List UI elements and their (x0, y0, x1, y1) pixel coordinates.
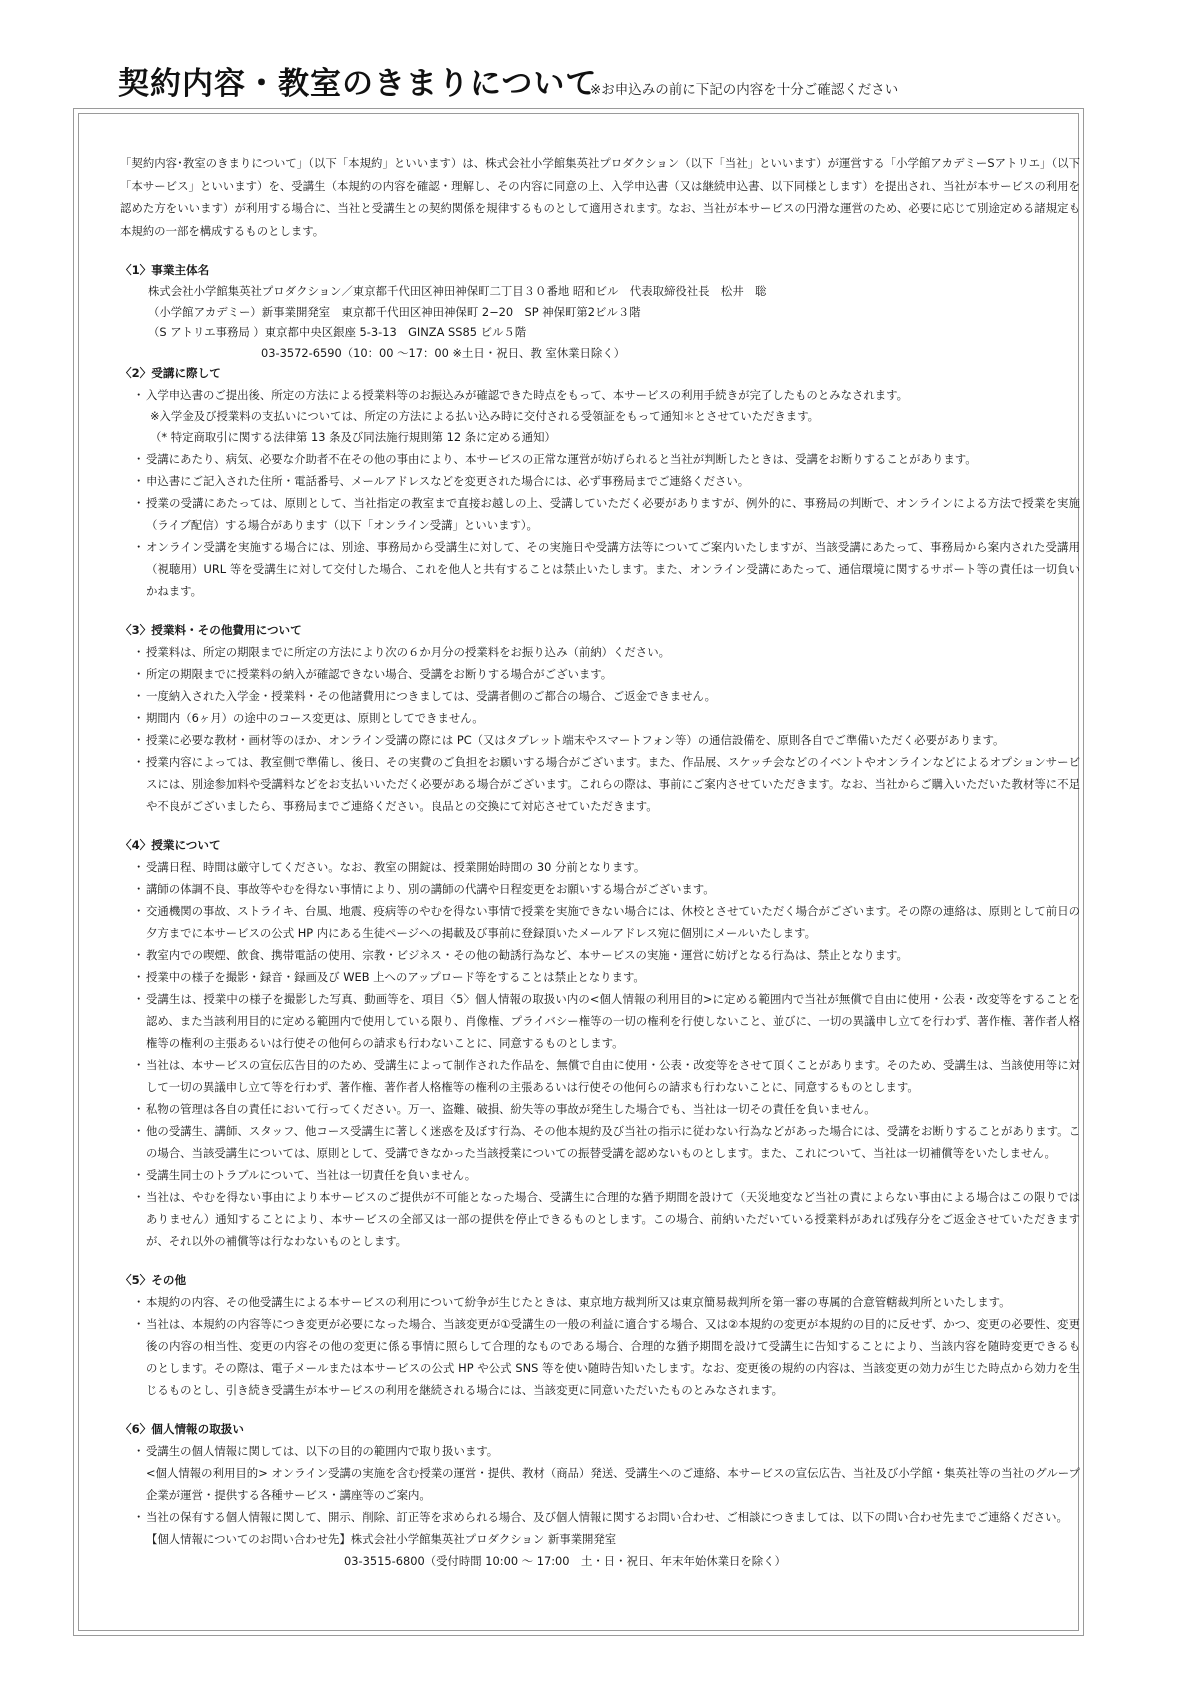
list-item: ・ 本規約の内容、その他受講生による本サービスの利用について紛争が生じたときは、東京地方裁判所又は東京簡易裁判所を第一審の専属的合意管轄裁判所といたします。 (133, 1295, 1011, 1309)
list-item: ・ 授業中の様子を撮影・録音・録画及び WEB 上へのアップロード等をすることは禁止となります。 (133, 970, 645, 984)
org-company-line: 株式会社小学館集英社プロダクション／東京都千代田区神田神保町二丁目３０番地 昭和ビル 代表取締役社長 松井 聡 (148, 284, 767, 298)
list-item: ・ 他の受講生、講師、スタッフ、他コース受講生に著しく迷惑を及ぼす行為、その他本規約及び当社の指示に従わない行為などがあった場合には、受講をお断りすることがあります。この場合、当該受講生については、原則として、受講できなかった当該授業についての振替受講を認めないものとします。また、これについて、当社は一切補償等をいたしません。 (133, 1124, 1080, 1160)
section-title: 〈5〉その他 (120, 1273, 187, 1287)
intro-paragraph: 「契約内容･教室のきまりについて」（以下「本規約」といいます）は、株式会社小学館集英社プロダクション（以下「当社」といいます）が運営する「小学館アカデミーSアトリエ」（以下「本サービス」といいます）を、受講生（本規約の内容を確認・理解し、その内容に同意の上、入学申込書（又は継続申込書、以下同様とします）を提出され、当社が本サービスの利用を認めた方をいいます）が利用する場合に、当社と受講生との契約関係を規律するものとして適用されます。なお、当社が本サービスの円滑な運営のため、必要に応じて別途定める諸規定も本規約の一部を構成するものとします。 (120, 156, 1080, 238)
list-item: ・ 受講にあたり、病気、必要な介助者不在その他の事由により、本サービスの正常な運営が妨げられると当社が判断したときは、受講をお断りすることがあります。 (133, 452, 977, 466)
page-subtitle: ※お申込みの前に下記の内容を十分ご確認ください (590, 82, 899, 98)
section-privacy (120, 1419, 1080, 1572)
list-item: ・ 授業料は、所定の期限までに所定の方法により次の６か月分の授業料をお振り込み（前納）ください。 (133, 645, 670, 659)
page-title: 契約内容・教室のきまりについて (118, 66, 598, 102)
privacy-purpose: <個人情報の利用目的> オンライン受講の実施を含む授業の運営・提供、教材（商品）発送、受講生へのご連絡、本サービスの宣伝広告、当社及び小学館・集英社等の当社のグループ企業が運営・提供する各種サービス・講座等のご案内。 (146, 1466, 1080, 1502)
list-item: ・ 授業の受講にあたっては、原則として、当社指定の教室まで直接お越しの上、受講していただく必要がありますが、例外的に、事務局の判断で、オンラインによる方法で授業を実施（ライブ配信）する場合があります（以下「オンライン受講」といいます）。 (133, 496, 1080, 532)
list-item: ・ 授業に必要な教材・画材等のほか、オンライン受講の際には PC（又はタブレット端末やスマートフォン等）の通信設備を、原則各自でご準備いただく必要があります。 (133, 733, 1005, 747)
section-fees (120, 620, 1080, 817)
section-classes (120, 835, 1080, 1252)
section-enrollment (120, 363, 1080, 602)
org-academy-line: （小学館アカデミー）新事業開発室 東京都千代田区神田神保町 2−20 SP 神保町第2ビル３階 (148, 304, 641, 319)
section-title: 〈4〉授業について (120, 838, 221, 852)
list-item: ・ 入学申込書のご提出後、所定の方法による授業料等のお振込みが確認できた時点をもって、本サービスの利用手続きが完了したものとみなされます。 (133, 388, 909, 402)
document-body (120, 152, 1080, 1572)
law-note: （* 特定商取引に関する法律第 13 条及び同法施行規則第 12 条に定める通知） (150, 430, 556, 444)
list-item: ・ 受講生は、授業中の様子を撮影した写真、動画等を、項目〈5〉個人情報の取扱い内の<個人情報の利用目的>に定める範囲内で当社が無償で自由に使用・公表・改変等をすることを認め、また当該利用目的に定める範囲内で使用している限り、肖像権、プライバシー権等の一切の権利を行使しないこと、並びに、一切の異議申し立てを行わず、著作権、著作者人格権等の権利の主張あるいは行使その他何らの請求も行わないことに、同意するものとします。 (133, 992, 1080, 1050)
section-title: 〈2〉受講に際して (120, 366, 221, 380)
list-item: ・ 期間内（6ヶ月）の途中のコース変更は、原則としてできません。 (133, 711, 484, 725)
org-info (120, 281, 1080, 363)
list-item: ・ 受講生同士のトラブルについて、当社は一切責任を負いません。 (133, 1168, 477, 1182)
section-other (120, 1270, 1080, 1401)
list-item: ・ 教室内での喫煙、飲食、携帯電話の使用、宗教・ビジネス・その他の勧誘行為など、本サービスの実施・運営に妨げとなる行為は、禁止となります。 (133, 948, 908, 962)
list-item: ・ 当社は、やむを得ない事由により本サービスのご提供が不可能となった場合、受講生に合理的な猶予期間を設けて（天災地変など当社の責によらない事由による場合はこの限りではありません）通知することにより、本サービスの全部又は一部の提供を停止できるものとします。この場合、前納いただいている授業料があれば残存分をご返金させていただきますが、それ以外の補償等は行なわないものとします。 (133, 1190, 1080, 1248)
org-atelier-line: （S アトリエ事務局 ）東京都中央区銀座 5-3-13 GINZA SS85 ビル５階 (148, 325, 527, 339)
org-phone-line: 03-3572-6590（10：00 ～17：00 ※土日・祝日、教 室休業日除く） (261, 345, 626, 360)
privacy-contact-name: 【個人情報についてのお問い合わせ先】株式会社小学館集英社プロダクション 新事業開発室 (146, 1532, 617, 1546)
section-title: 〈3〉授業料・その他費用について (120, 623, 302, 637)
list-item: ・ 一度納入された入学金・授業料・その他諸費用につきましては、受講者側のご都合の場合、ご返金できません。 (133, 689, 716, 703)
list-item: ・ 受講日程、時間は厳守してください。なお、教室の開錠は、授業開始時間の 30 分前となります。 (133, 860, 646, 874)
list-item: ・ 授業内容によっては、教室側で準備し、後日、その実費のご負担をお願いする場合がございます。また、作品展、スケッチ会などのイベントやオンラインなどによるオプションサービスには、別途参加料や受講料などをお支払いいただく必要がある場合がございます。これらの際は、事前にご案内させていただきます。なお、当社からご購入いただいた教材等に不足や不良がございましたら、事務局までご連絡ください。良品との交換にて対応させていただきます。 (133, 755, 1080, 813)
list-item: ・ 申込書にご記入された住所・電話番号、メールアドレスなどを変更された場合には、必ず事務局までご連絡ください。 (133, 474, 750, 488)
section-business-entity (120, 260, 1080, 363)
page-header (118, 58, 1118, 106)
section-title: 〈6〉個人情報の取扱い (120, 1422, 245, 1436)
list-item: ・ 私物の管理は各自の責任において行ってください。万一、盗難、破損、紛失等の事故が発生した場合でも、当社は一切その責任を負いません。 (133, 1102, 876, 1116)
list-item: ・ 受講生の個人情報に関しては、以下の目的の範囲内で取り扱います。 (133, 1444, 499, 1458)
list-item: ・ 当社の保有する個人情報に関して、開示、削除、訂正等を求められる場合、及び個人情報に関するお問い合わせ、ご相談につきましては、以下の問い合わせ先までご連絡ください。 (133, 1510, 1068, 1524)
payment-note: ※入学金及び授業料の支払いについては、所定の方法による払い込み時に交付される受領証をもって通知＊とさせていただきます。 (150, 409, 820, 423)
list-item: ・ 所定の期限までに授業料の納入が確認できない場合、受講をお断りする場合がございます。 (133, 667, 613, 681)
list-item: ・ 講師の体調不良、事故等やむを得ない事情により、別の講師の代講や日程変更をお願いする場合がございます。 (133, 882, 715, 896)
list-item: ・ 当社は、本サービスの宣伝広告目的のため、受講生によって制作された作品を、無償で自由に使用・公表・改変等をさせて頂くことがあります。そのため、受講生は、当該使用等に対して一切の異議申し立て等を行わず、著作権、著作者人格権等の権利の主張あるいは行使その他何らの請求も行わないことに、同意するものとします。 (133, 1058, 1080, 1094)
privacy-contact-phone: 03-3515-6800（受付時間 10:00 ～ 17:00 土・日・祝日、年末年始休業日を除く） (344, 1554, 786, 1568)
list-item: ・ 交通機関の事故、ストライキ、台風、地震、疫病等のやむを得ない事情で授業を実施できない場合には、休校とさせていただく場合がございます。その際の連絡は、原則として前日の夕方までに本サービスの公式 HP 内にある生徒ページへの掲載及び事前に登録頂いたメールアドレス宛に個別にメールいたします。 (133, 904, 1080, 940)
section-title: 〈1〉事業主体名 (120, 263, 210, 277)
list-item: ・ オンライン受講を実施する場合には、別途、事務局から受講生に対して、その実施日や受講方法等についてご案内いたしますが、当該受講にあたって、事務局から案内された受講用（視聴用）URL 等を受講生に対して交付した場合、これを他人と共有することは禁止いたします。また、オンライン受講にあたって、通信環境に関するサポート等の責任は一切負いかねます。 (133, 540, 1080, 598)
list-item: ・ 当社は、本規約の内容等につき変更が必要になった場合、当該変更が①受講生の一般の利益に適合する場合、又は②本規約の変更が本規約の目的に反せず、かつ、変更の必要性、変更後の内容の相当性、変更の内容その他の変更に係る事情に照らして合理的なものである場合、合理的な猶予期間を設けて受講生に告知することにより、当該内容を随時変更できるものとします。その際は、電子メールまたは本サービスの公式 HP や公式 SNS 等を使い随時告知いたします。なお、変更後の規約の内容は、当該変更の効力が生じた時点から効力を生じるものとし、引き続き受講生が本サービスの利用を継続される場合には、当該変更に同意いただいたものとみなされます。 (133, 1317, 1080, 1397)
